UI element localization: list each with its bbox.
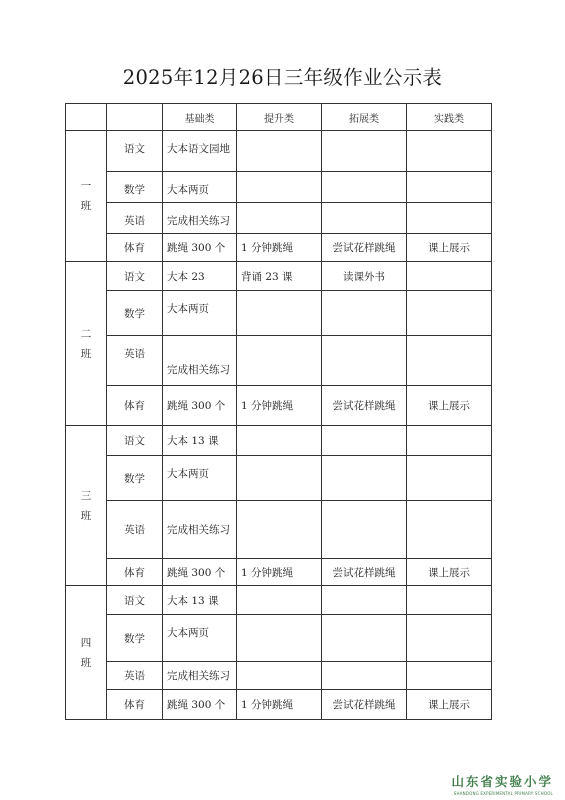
- subject-cell: 数学: [107, 291, 163, 336]
- table-row: [66, 172, 492, 203]
- improve-cell: [237, 662, 322, 690]
- table-row: [66, 426, 492, 456]
- basic-cell: 大本两页: [163, 615, 237, 662]
- practice-cell: [407, 615, 492, 662]
- class-label: 三 班: [66, 426, 107, 586]
- subject-cell: 英语: [107, 501, 163, 559]
- subject-cell: 体育: [107, 559, 163, 586]
- table-row: [66, 234, 492, 262]
- practice-cell: 课上展示: [407, 234, 492, 262]
- table-row: [66, 456, 492, 501]
- school-name-en: SHANDONG EXPERIMENTAL PRIMARY SCHOOL: [453, 791, 553, 796]
- subject-cell: 英语: [107, 662, 163, 690]
- extend-cell: 尝试花样跳绳: [322, 690, 407, 720]
- improve-cell: [237, 456, 322, 501]
- basic-cell: 大本两页: [163, 172, 237, 203]
- improve-cell: [237, 336, 322, 386]
- practice-cell: [407, 501, 492, 559]
- basic-cell: 大本 23: [163, 262, 237, 291]
- subject-cell: 语文: [107, 262, 163, 291]
- improve-cell: [237, 426, 322, 456]
- subject-cell: 数学: [107, 615, 163, 662]
- extend-cell: 尝试花样跳绳: [322, 234, 407, 262]
- improve-cell: [237, 131, 322, 172]
- basic-cell: 大本 13 课: [163, 426, 237, 456]
- table-row: [66, 203, 492, 234]
- practice-cell: [407, 456, 492, 501]
- basic-cell: 跳绳 300 个: [163, 234, 237, 262]
- header-blank: [107, 104, 163, 131]
- table-row: [66, 586, 492, 615]
- practice-cell: [407, 662, 492, 690]
- extend-cell: 尝试花样跳绳: [322, 386, 407, 426]
- table-row: [66, 559, 492, 586]
- basic-cell: 大本 13 课: [163, 586, 237, 615]
- improve-cell: [237, 586, 322, 615]
- class-label: 四 班: [66, 586, 107, 720]
- practice-cell: [407, 586, 492, 615]
- subject-cell: 数学: [107, 456, 163, 501]
- improve-cell: [237, 291, 322, 336]
- practice-cell: [407, 203, 492, 234]
- extend-cell: [322, 426, 407, 456]
- basic-cell: 完成相关练习: [163, 501, 237, 559]
- improve-cell: [237, 172, 322, 203]
- basic-cell: 完成相关练习: [163, 203, 237, 234]
- extend-cell: [322, 501, 407, 559]
- subject-cell: 数学: [107, 172, 163, 203]
- practice-cell: [407, 172, 492, 203]
- basic-cell: 完成相关练习: [163, 662, 237, 690]
- header-basic: 基础类: [163, 104, 237, 131]
- table-row: [66, 336, 492, 386]
- class-label: 一 班: [66, 131, 107, 262]
- improve-cell: 1 分钟跳绳: [237, 559, 322, 586]
- page-title: 2025年12月26日三年级作业公示表: [122, 66, 443, 89]
- extend-cell: [322, 662, 407, 690]
- basic-cell: 大本两页: [163, 456, 237, 501]
- improve-cell: [237, 615, 322, 662]
- subject-cell: 英语: [107, 203, 163, 234]
- basic-cell: 大本两页: [163, 291, 237, 336]
- subject-cell: 英语: [107, 336, 163, 386]
- practice-cell: [407, 131, 492, 172]
- practice-cell: 课上展示: [407, 386, 492, 426]
- improve-cell: [237, 501, 322, 559]
- extend-cell: [322, 586, 407, 615]
- improve-cell: 1 分钟跳绳: [237, 234, 322, 262]
- basic-cell: 跳绳 300 个: [163, 386, 237, 426]
- basic-cell: 完成相关练习: [163, 336, 237, 386]
- practice-cell: [407, 426, 492, 456]
- extend-cell: [322, 131, 407, 172]
- table-row: [66, 262, 492, 291]
- extend-cell: [322, 203, 407, 234]
- subject-cell: 语文: [107, 131, 163, 172]
- improve-cell: 1 分钟跳绳: [237, 386, 322, 426]
- table-row: [66, 690, 492, 720]
- subject-cell: 体育: [107, 386, 163, 426]
- extend-cell: [322, 456, 407, 501]
- table-row: [66, 291, 492, 336]
- header-improve: 提升类: [237, 104, 322, 131]
- extend-cell: 读课外书: [322, 262, 407, 291]
- basic-cell: 大本语文园地: [163, 131, 237, 172]
- header-row: [66, 104, 492, 131]
- practice-cell: 课上展示: [407, 559, 492, 586]
- school-logo: [451, 772, 553, 796]
- practice-cell: [407, 291, 492, 336]
- header-extend: 拓展类: [322, 104, 407, 131]
- practice-cell: 课上展示: [407, 690, 492, 720]
- table-row: [66, 386, 492, 426]
- table-row: [66, 615, 492, 662]
- extend-cell: [322, 172, 407, 203]
- improve-cell: [237, 203, 322, 234]
- extend-cell: 尝试花样跳绳: [322, 559, 407, 586]
- table-row: [66, 501, 492, 559]
- basic-cell: 跳绳 300 个: [163, 559, 237, 586]
- practice-cell: [407, 336, 492, 386]
- homework-table: [65, 103, 492, 720]
- basic-cell: 跳绳 300 个: [163, 690, 237, 720]
- practice-cell: [407, 262, 492, 291]
- extend-cell: [322, 291, 407, 336]
- subject-cell: 体育: [107, 234, 163, 262]
- table-row: [66, 662, 492, 690]
- subject-cell: 语文: [107, 586, 163, 615]
- school-name-cn: 山东省实验小学: [451, 774, 553, 789]
- extend-cell: [322, 615, 407, 662]
- class-label: 二 班: [66, 262, 107, 426]
- table-row: [66, 131, 492, 172]
- improve-cell: 1 分钟跳绳: [237, 690, 322, 720]
- subject-cell: 体育: [107, 690, 163, 720]
- header-blank: [66, 104, 107, 131]
- header-practice: 实践类: [407, 104, 492, 131]
- improve-cell: 背诵 23 课: [237, 262, 322, 291]
- extend-cell: [322, 336, 407, 386]
- subject-cell: 语文: [107, 426, 163, 456]
